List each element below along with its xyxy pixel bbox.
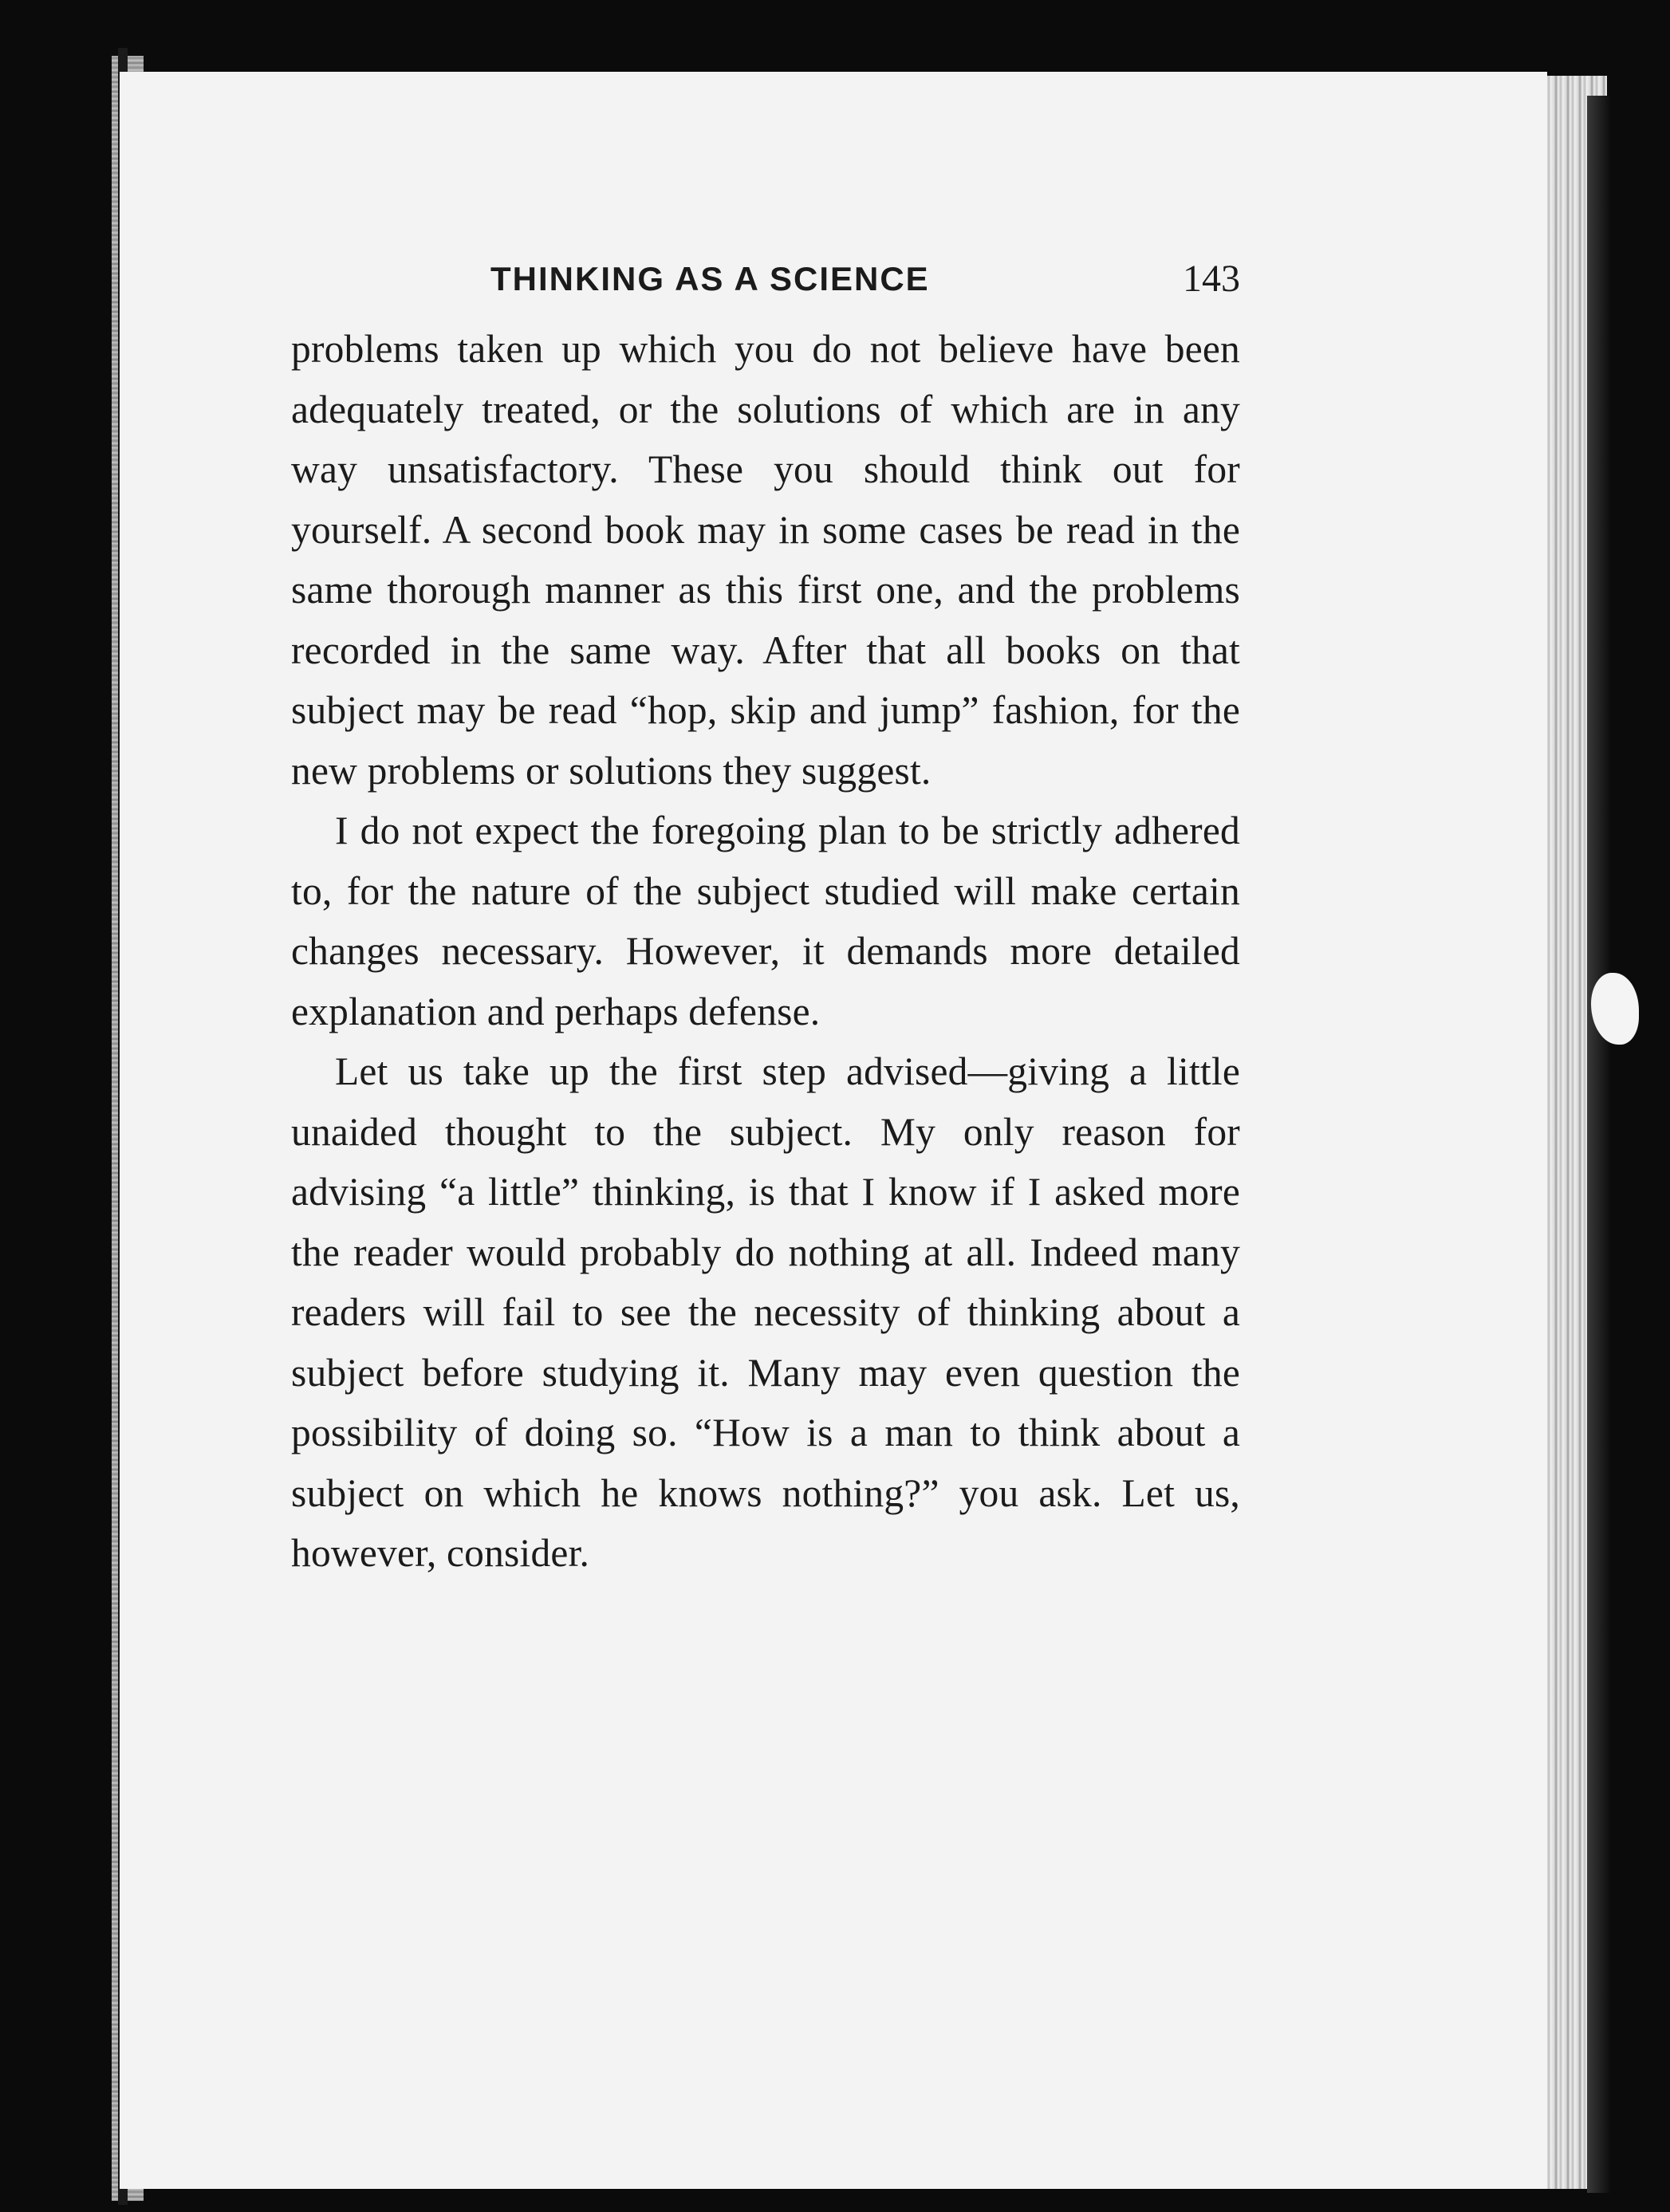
page-stack-shadow	[1587, 96, 1611, 2193]
paragraph: Let us take up the first step advised—giving a little unaided thought to the subject. My only reason for advising “a little” thinking, is that I know if I asked more the reader would probably do nothing at all. Indeed many readers will fail to see the necessity of thinking about a subject before studying it. Many may even question the possibility of doing so. “How is a man to think about a subject on which he knows nothing?” you ask. Let us, however, consider.	[291, 1049, 1240, 1575]
paragraph-continued: problems taken up which you do not believe have been adequately treated, or the solutions of which are in any way unsatisfactory. These you should think out for yourself. A second book may in some cases be read in the same thorough manner as this first one, and the problems recorded in the same way. After that all books on that subject may be read “hop, skip and jump” fashion, for the new problems or solutions they suggest.	[291, 327, 1240, 793]
running-title: THINKING AS A SCIENCE	[490, 260, 930, 297]
page-number: 143	[1183, 258, 1240, 300]
running-head	[291, 255, 1240, 319]
paragraph: I do not expect the foregoing plan to be strictly adhered to, for the nature of the subject studied will make certain changes necessary. However, it demands more detailed explanation and perhaps defense.	[291, 809, 1240, 1033]
page-text-block	[291, 255, 1240, 1584]
